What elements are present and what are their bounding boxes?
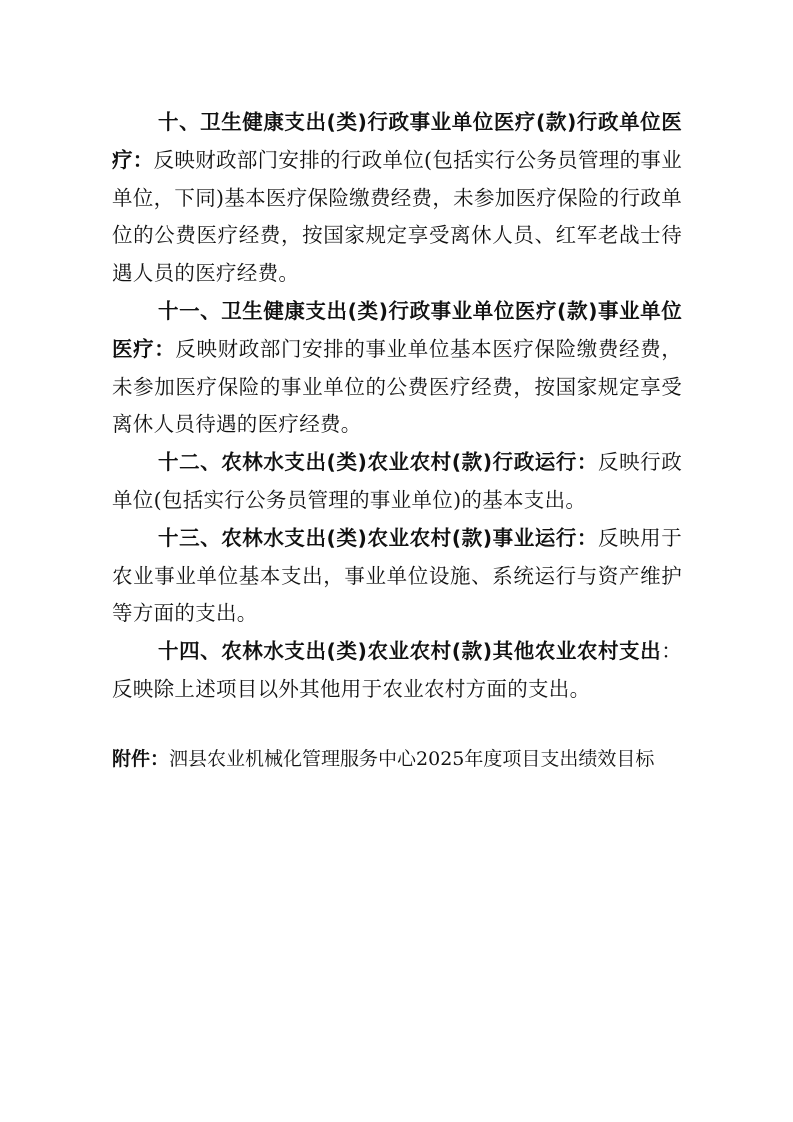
- item-10-paragraph: [112, 104, 682, 293]
- item-13-paragraph: [112, 520, 682, 633]
- item-11-paragraph: [112, 293, 682, 444]
- item-11-heading: 十一、卫生健康支出(类)行政事业单位医疗(款)事业单位医疗：: [112, 298, 682, 361]
- item-12-body: 反映行政单位(包括实行公务员管理的事业单位)的基本支出。: [112, 450, 682, 512]
- item-11-body: 反映财政部门安排的事业单位基本医疗保险缴费经费，未参加医疗保险的事业单位的公费医疗经费，按国家规定享受离休人员待遇的医疗经费。: [112, 336, 682, 437]
- item-13-heading: 十三、农林水支出(类)农业农村(款)事业运行：: [158, 525, 598, 550]
- attachment-line: [112, 746, 682, 773]
- item-14-body: ：反映除上述项目以外其他用于农业农村方面的支出。: [112, 639, 682, 701]
- item-10-body: 反映财政部门安排的行政单位(包括实行公务员管理的事业单位，下同)基本医疗保险缴费经费，未参加医疗保险的行政单位的公费医疗经费，按国家规定享受离休人员、红军老战士待遇人员的医疗经费。: [112, 147, 682, 286]
- document-body: [112, 104, 682, 709]
- item-14-paragraph: [112, 633, 682, 709]
- item-10-heading: 十、卫生健康支出(类)行政事业单位医疗(款)行政单位医疗：: [112, 110, 682, 172]
- item-14-heading: 十四、农林水支出(类)农业农村(款)其他农业农村支出: [158, 639, 662, 664]
- item-12-paragraph: [112, 444, 682, 520]
- attachment-label: 附件：: [112, 748, 170, 770]
- attachment-text: 泗县农业机械化管理服务中心2025年度项目支出绩效目标: [169, 748, 655, 770]
- item-13-body: 反映用于农业事业单位基本支出，事业单位设施、系统运行与资产维护等方面的支出。: [112, 525, 682, 626]
- item-12-heading: 十二、农林水支出(类)农业农村(款)行政运行：: [158, 450, 598, 475]
